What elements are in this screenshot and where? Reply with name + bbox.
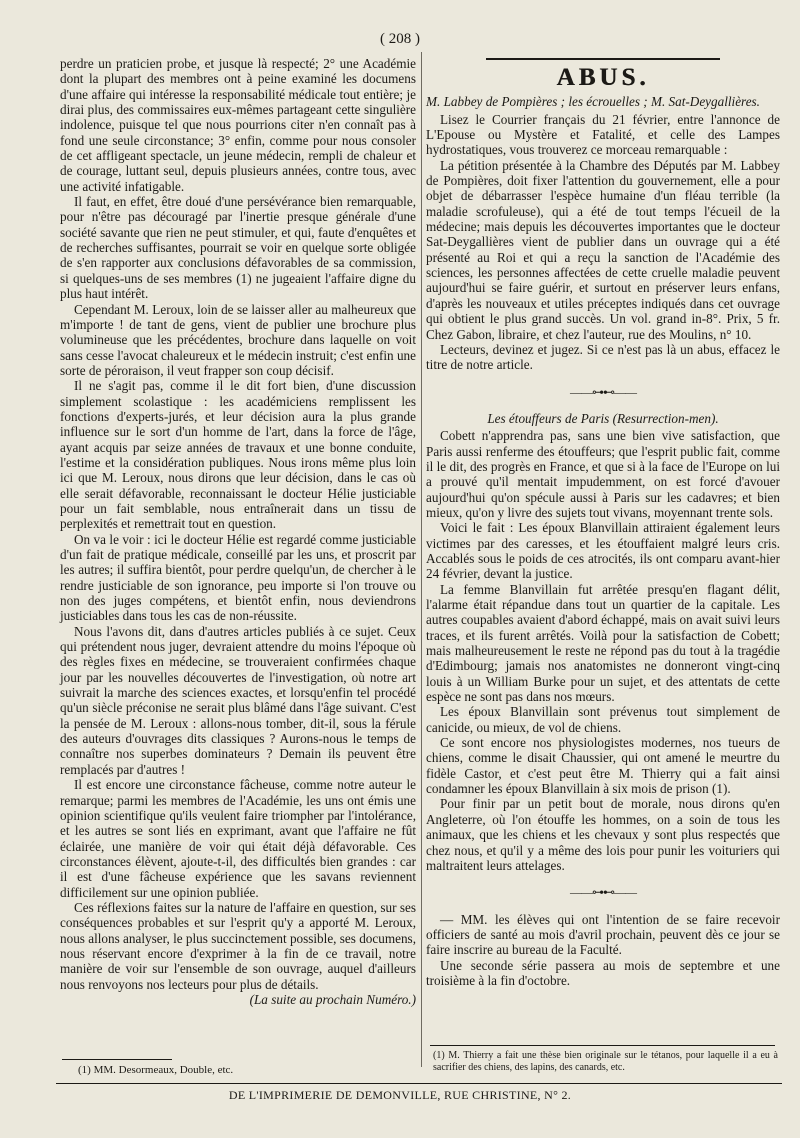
- right-column: [426, 56, 780, 988]
- imprint-rule: [56, 1083, 782, 1084]
- paragraph: Il est encore une circonstance fâcheuse, comme notre auteur le remarque; parmi les membres de l'Académie, les uns ont émis une opinion scientifique qu'ils veulent faire triompher par l'intolérance, et les autres se sont liés en exprimant, avant que l'affaire ne fût éclairée, une manière de voir qui était déjà défavorable. Ces circonstances élèvent, ajoute-t-il, des difficultés bien grandes : car il est d'une fâcheuse expérience que les savans reviennent difficilement sur une opinion publiée.: [60, 777, 416, 900]
- fleuron-ornament: ——⊶⊷——: [570, 384, 636, 399]
- title-rule: [486, 56, 720, 62]
- footnote-rule: [62, 1059, 172, 1060]
- paragraph: — MM. les élèves qui ont l'intention de se faire recevoir officiers de santé au mois d'avril prochain, peuvent dès ce jour se faire inscrire au bureau de la Faculté.: [426, 911, 780, 958]
- paragraph: Cobett n'apprendra pas, sans une bien vive satisfaction, que Paris aussi renferme des étouffeurs; que l'esprit public fait, comme il le dit, des progrès en France, et que si à la face de l'Europe on lui a prouvé qu'il mentait impudemment, on est forcé d'avouer aujourd'hui qu'on spécule aussi à Paris sur les cadavres; et bien mieux, qu'on y livre des sujets tout vivans, moyennant trente sols.: [426, 428, 780, 520]
- fleuron-ornament: ——⊶⊷——: [570, 885, 636, 900]
- paragraph: Voici le fait : Les époux Blanvillain attiraient également leurs victimes par des caresses, et les étouffaient malgré leurs cris. Accablés sous le poids de ces atrocités, ils ont comparu avant-hier 24 février, devant la justice.: [426, 520, 780, 582]
- paragraph: Pour finir par un petit bout de morale, nous dirons qu'en Angleterre, où l'on étouffe les hommes, on a soin de tous les animaux, que les chiens et les chevaux y sont plus respectés que chez nous, et qu'il y a même des lois pour punir les voituriers qui maltraitent leurs attelages.: [426, 796, 780, 873]
- paragraph: La pétition présentée à la Chambre des Députés par M. Labbey de Pompières, doit fixer l'attention du gouvernement, elle a pour objet de débarrasser l'espèce humaine d'un fléau terrible (la maladie scrofuleuse), qui a été de tout temps l'écueil de la médecine; mais depuis les découvertes importantes que le docteur Sat-Deygallières vient de publier dans un ouvrage qui a été présenté au Roi et qui a reçu la sanction de l'Académie des sciences, les personnes affectées de cette cruelle maladie peuvent aujourd'hui se faire guérir, et surtout en préserver leurs enfans, d'après les nouveaux et utiles préceptes indiqués dans cet ouvrage qui obtient le plus grand succès. Un vol. grand in-8°. Prix, 5 fr. Chez Gabon, libraire, et chez l'auteur, rue des Moulins, n° 10.: [426, 157, 780, 342]
- footnote-left: (1) MM. Desormeaux, Double, etc.: [78, 1064, 234, 1076]
- paragraph: Les époux Blanvillain sont prévenus tout simplement de canicide, ou mieux, de vol de chiens.: [426, 704, 780, 735]
- continued-label: (La suite au prochain Numéro.): [249, 991, 416, 1007]
- paragraph: Une seconde série passera au mois de septembre et une troisième à la fin d'octobre.: [426, 957, 780, 988]
- continued-note: [60, 992, 416, 1007]
- paragraph: perdre un praticien probe, et jusque là respecté; 2° une Académie dont la plupart des membres ont à peine examiné les documens d'une affaire qui intéresse la responsabilité médicale tout entière; je dirai plus, des commissaires eux-mêmes partageant cette singulière indolence, puisque tel que nous pourrions citer n'en connaît pas à fond une seule circonstance; 3° enfin, comme pour nous consoler de cet affligeant spectacle, un jeune médecin, rempli de chaleur et de courage, luttant seul, depuis plusieurs années, contre tous, avec une activité infatigable.: [60, 56, 416, 194]
- paragraph: Nous l'avons dit, dans d'autres articles publiés à ce sujet. Ceux qui prétendent nous juger, devraient attendre du moins l'époque où des règles fixes en médecine, se trouveraient confirmées chaque jour par les nouvelles découvertes de l'investigation, où notre art suivrait la marche des sciences exactes, et lorsqu'enfin tel procédé qu'un siècle préconise ne serait plus blâmé dans l'âge suivant. C'est la pensée de M. Leroux : allons-nous tomber, dit-il, sous la férule des auteurs d'ouvrages dits classiques ? Aurons-nous le temps de connaître nos superbes dominateurs ? Demain ils peuvent être remplacés par d'autres !: [60, 623, 416, 777]
- article-heading: M. Labbey de Pompières ; les écrouelles ; M. Sat-Deygallières.: [426, 94, 760, 110]
- paragraph: Lisez le Courrier français du 21 février, entre l'annonce de L'Epouse ou Mystère et Fatalité, et celle des Lampes hydrostatiques, vous trouverez ce morceau remarquable :: [426, 111, 780, 158]
- paragraph: Ce sont encore nos physiologistes modernes, nos tueurs de chiens, comme le disait Chaussier, qui ont amené le meurtre du fidèle Castor, et c'est peut être M. Thierry qui a fait ainsi condamner les époux Blanvillain à six mois de prison (1).: [426, 735, 780, 797]
- imprint: DE L'IMPRIMERIE DE DEMONVILLE, RUE CHRISTINE, N° 2.: [228, 1088, 572, 1102]
- column-divider: [421, 52, 422, 1067]
- page-number: ( 208 ): [380, 31, 420, 47]
- section-title: ABUS.: [556, 64, 650, 91]
- footnote-rule: [430, 1045, 775, 1046]
- paragraph: On va le voir : ici le docteur Hélie est regardé comme justiciable d'un fait de pratique médicale, conseillé par les uns, et proscrit par les autres; il suffira bientôt, pour perdre quelqu'un, de chercher à le rendre justiciable de son ignorance, peu importe si l'on trouve ou non des juges compétens, et bientôt enfin, nous deviendrons justiciables dans tous les cas de non-réussite.: [60, 531, 416, 624]
- article-heading: Les étouffeurs de Paris (Resurrection-men).: [487, 410, 719, 426]
- paragraph: La femme Blanvillain fut arrêtée presqu'en flagant délit, l'alarme était répandue dans tout un quartier de la capitale. Les autres coupables avaient d'abord échappé, mais on avait suivi leurs traces, et ils furent arrêtés. Voilà pour la satisfaction de Cobett; mais malheureusement le reste ne répond pas du tout à la tragédie d'Edimbourg; jamais nos anatomistes ne donneront vingt-cinq louis à un William Burke pour un sujet, et des attentats de cette espèce ne sont pas dans nos mœurs.: [426, 581, 780, 705]
- paragraph: Lecteurs, devinez et jugez. Si ce n'est pas là un abus, effacez le titre de notre article.: [426, 341, 780, 373]
- paragraph: Ces réflexions faites sur la nature de l'affaire en question, sur ses conséquences probables et sur l'esprit qu'y a apporté M. Leroux, nous allons analyser, le plus succinctement possible, ses documens, nous réservant encore d'exprimer à la fin de ce travail, notre manière de voir sur l'ensemble de son ouvrage, auquel d'ailleurs nous renvoyons nos lecteurs pour plus de détails.: [60, 899, 416, 992]
- paragraph: Il ne s'agit pas, comme il le dit fort bien, d'une discussion simplement scolastique : les académiciens remplissent les fonctions d'experts-jurés, et leur décision aura la plus grande influence sur le sort d'un homme de l'art, dans la force de l'âge, ayant acquis par seize années de travaux et une bonne conduite, l'estime et la considération publiques. Nous irons même plus loin ici que M. Leroux, nous dirons que leur décision, dans le cas où elle serait défavorable, reconnaissant le docteur Hélie justiciable pour un fait semblable, nous entraînerait dans un tissu de perplexités et remettrait tout en question.: [60, 378, 416, 532]
- footnote-right: (1) M. Thierry a fait une thèse bien originale sur le tétanos, pour laquelle il a eu à sacrifier des chiens, des lapins, des canards, etc.: [433, 1050, 778, 1073]
- paragraph: Il faut, en effet, être doué d'une persévérance bien remarquable, pour n'être pas découragé par l'inertie presque générale d'une société savante que rien ne peut stimuler, et qui, faute d'enquêtes et de recherches suffisantes, pourrait se voir en quelque sorte obligée de s'en rapporter aux conclusions défavorables de sa commission, si quelques-uns de ses membres (1) ne jugeaient l'affaire digne du plus haut intérêt.: [60, 194, 416, 302]
- paragraph: Cependant M. Leroux, loin de se laisser aller au malheureux que m'importe ! de tant de gens, vient de publier une brochure plus volumineuse que les précédentes, brochure dans laquelle on voit sans cesse l'avocat chaleureux et le médecin instruit; c'est enfin une sorte de péroraison, il veut frapper son coup décisif.: [60, 301, 416, 378]
- left-column: [60, 56, 416, 1007]
